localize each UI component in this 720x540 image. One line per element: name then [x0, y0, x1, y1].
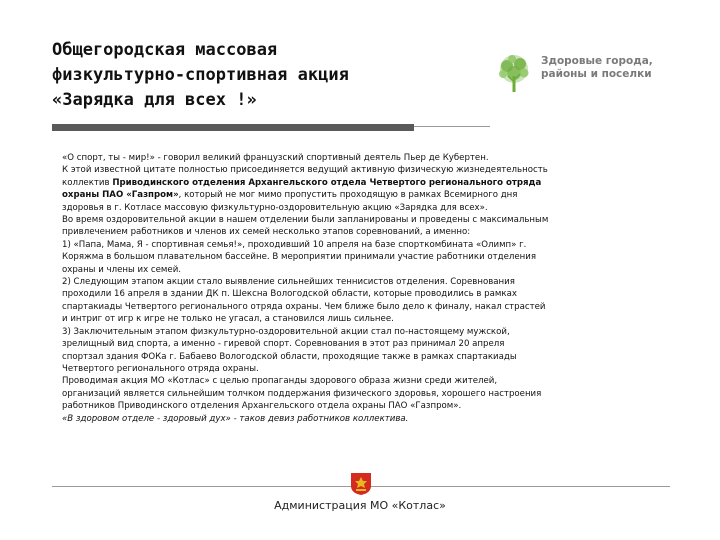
text-line: работников Приводинского отделения Архангельского отдела охраны ПАО «Газпром».: [62, 401, 462, 412]
text-line: проходили 16 апреля в здании ДК п. Шексна Вологодской области, которые проводились в рамках: [62, 289, 517, 300]
title-line: физкультурно-спортивная акция: [52, 65, 349, 85]
tree-icon: [490, 52, 538, 96]
text-run: коллектив: [62, 177, 113, 188]
text-line: организаций является сильнейшим толчком поддержания физического здоровья, хорошего настроения: [62, 388, 542, 399]
bold-run: Приводинского отделения Архангельского отдела Четвертого регионального отряда: [112, 177, 542, 188]
text-line: К этой известной цитате полностью присоединяется ведущий активную физическую жизнедеятельность: [62, 165, 548, 176]
text-line: здоровья в г. Котласе массовую физкультурно-оздоровительную акцию «Зарядка для всех».: [62, 202, 488, 213]
text-line: Четвертого регионального отряда охраны.: [62, 363, 259, 374]
article-body: [62, 152, 672, 425]
logo-line: районы и поселки: [541, 68, 652, 80]
title-line: «Зарядка для всех !»: [52, 90, 257, 110]
text-line: спортзал здания ФОКа г. Бабаево Вологодской области, проходящие также в рамках спартакиады: [62, 351, 517, 362]
text-line: Проводимая акция МО «Котлас» с целью пропаганды здорового образа жизни среди жителей,: [62, 376, 498, 387]
page-title: [52, 38, 432, 113]
text-line: [62, 413, 672, 425]
title-underline-bar: [52, 124, 414, 131]
logo-line: Здоровые города,: [541, 55, 653, 67]
text-line: «О спорт, ты - мир!» - говорил великий французский спортивный деятель Пьер де Кубертен.: [62, 153, 489, 163]
bold-run: охраны ПАО «Газпром»: [62, 190, 179, 201]
healthy-cities-logo: [488, 48, 678, 100]
text-line: зрелищный вид спорта, а именно - гиревой спорт. Соревнования в этот раз принимал 20 апреля: [62, 339, 505, 350]
text-line: 3) Заключительным этапом физкультурно-оздоровительной акции стал по-настоящему мужской,: [62, 326, 510, 337]
text-line: Коряжма в большом плавательном бассейне. В мероприятии принимали участие работники отделения: [62, 252, 537, 263]
logo-text: [541, 55, 653, 81]
motto: «В здоровом отделе - здоровый дух» - таков девиз работников коллектива.: [62, 413, 409, 424]
text-line: охраны и члены их семей.: [62, 264, 182, 275]
title-underline-thin: [414, 126, 490, 127]
title-line: Общегородская массовая: [52, 40, 278, 60]
text-line: привлечением работников и членов их семей несколько этапов соревнований, а именно:: [62, 227, 471, 238]
text-line: [62, 189, 672, 201]
footer-administration: Администрация МО «Котлас»: [274, 499, 446, 512]
text-run: , который не мог мимо пропустить проходящую в рамках Всемирного дня: [178, 190, 518, 201]
text-line: [62, 177, 672, 189]
text-line: 2) Следующим этапом акции стало выявление сильнейших теннисистов отделения. Соревнования: [62, 277, 515, 288]
coat-of-arms-icon: [350, 472, 372, 496]
text-line: Во время оздоровительной акции в нашем отделении были запланированы и проведены с максимальным: [62, 215, 549, 226]
text-line: спартакиады Четвертого регионального отряда охраны. Чем ближе было дело к финалу, накал страстей: [62, 301, 546, 312]
text-line: и интриг от игр к игре не только не угасал, а становился лишь сильнее.: [62, 314, 394, 325]
text-line: 1) «Папа, Мама, Я - спортивная семья!», проходивший 10 апреля на базе спорткомбината «Олимп» г.: [62, 239, 527, 250]
